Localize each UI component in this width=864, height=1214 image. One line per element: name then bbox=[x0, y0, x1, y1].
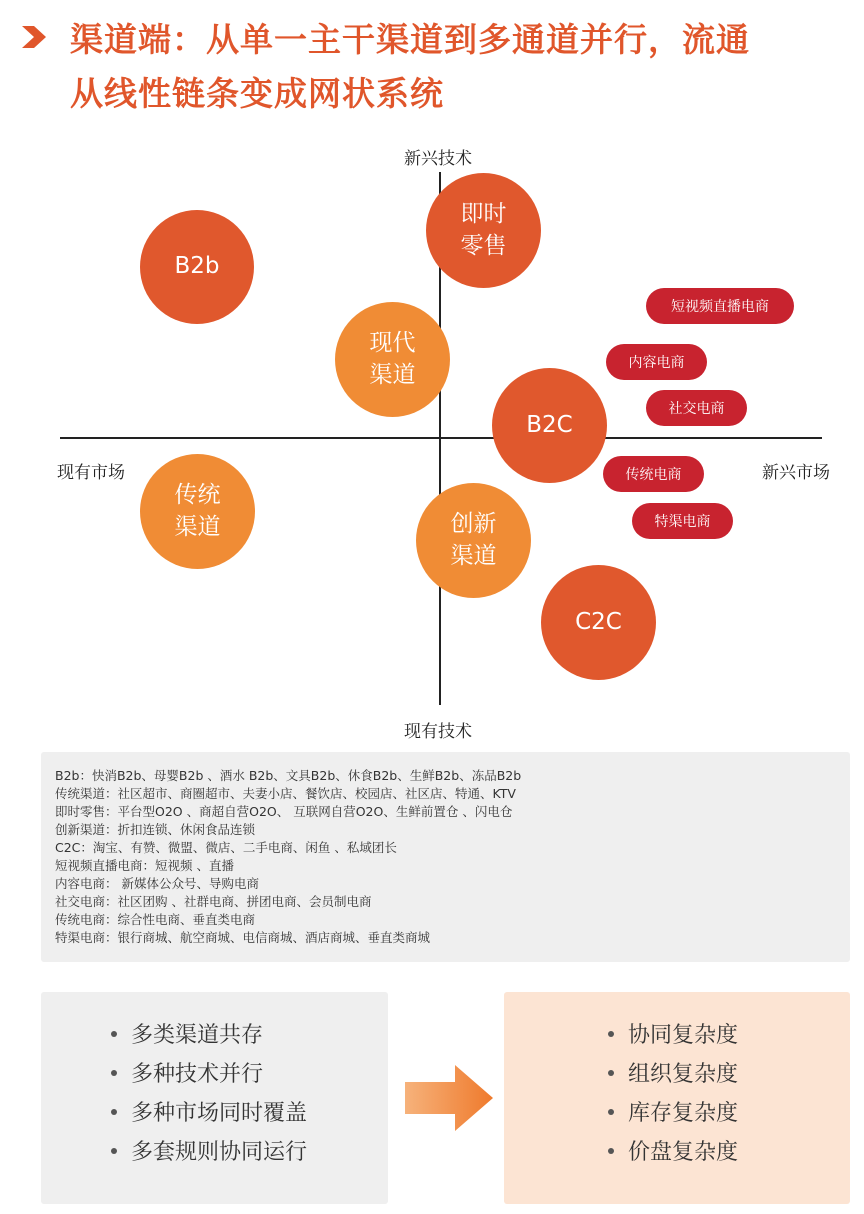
list-item-text: 组织复杂度 bbox=[628, 1062, 739, 1087]
circle-c2c-label: C2C bbox=[575, 608, 622, 635]
bullet-dot-icon bbox=[608, 1148, 614, 1154]
pill-traditional-ecommerce: 传统电商 bbox=[603, 456, 704, 492]
list-item-text: 库存复杂度 bbox=[628, 1101, 739, 1126]
list-item bbox=[608, 1096, 738, 1127]
coexistence-panel bbox=[41, 992, 388, 1204]
legend-line: 传统渠道：社区超市、商圈超市、夫妻小店、餐饮店、校园店、社区店、特通、KTV bbox=[55, 786, 516, 801]
circle-b2b bbox=[140, 210, 254, 324]
page-title-line-2: 从线性链条变成网状系统 bbox=[70, 74, 444, 113]
circle-instant-retail bbox=[426, 173, 541, 288]
circle-modern-channel-line2: 渠道 bbox=[369, 361, 416, 388]
circle-b2b-label: B2b bbox=[174, 253, 220, 280]
axis-label-right: 新兴市场 bbox=[762, 463, 830, 483]
legend-line: 即时零售：平台型O2O 、商超自营O2O、 互联网自营O2O、生鲜前置仓 、闪电仓 bbox=[55, 804, 513, 819]
chevron-right-icon bbox=[20, 24, 50, 50]
legend-line: 特渠电商：银行商城、航空商城、电信商城、酒店商城、垂直类商城 bbox=[55, 930, 431, 945]
list-item bbox=[111, 1135, 307, 1166]
page-title-line-1: 渠道端：从单一主干渠道到多通道并行，流通 bbox=[70, 20, 750, 59]
circle-traditional-channel-line2: 渠道 bbox=[174, 513, 221, 540]
list-item-text: 多套规则协同运行 bbox=[131, 1140, 308, 1165]
bullet-dot-icon bbox=[608, 1031, 614, 1037]
bullet-dot-icon bbox=[111, 1031, 117, 1037]
list-item bbox=[111, 1018, 263, 1049]
pill-content-ecommerce: 内容电商 bbox=[606, 344, 707, 380]
list-item bbox=[608, 1018, 738, 1049]
list-item bbox=[608, 1135, 738, 1166]
pill-short-video-ecommerce: 短视频直播电商 bbox=[646, 288, 794, 324]
list-item-text: 价盘复杂度 bbox=[628, 1140, 739, 1165]
axis-label-top: 新兴技术 bbox=[404, 149, 472, 169]
circle-instant-retail-line1: 即时 bbox=[460, 201, 507, 228]
circle-traditional-channel bbox=[140, 454, 255, 569]
legend-line: 内容电商： 新媒体公众号、导购电商 bbox=[55, 876, 259, 891]
axis-label-bottom: 现有技术 bbox=[404, 722, 472, 742]
legend-box bbox=[41, 752, 850, 962]
complexity-panel bbox=[504, 992, 850, 1204]
list-item bbox=[111, 1057, 263, 1088]
circle-modern-channel-line1: 现代 bbox=[369, 330, 416, 357]
legend-line: 传统电商：综合性电商、垂直类电商 bbox=[55, 912, 256, 927]
circle-instant-retail-line2: 零售 bbox=[460, 232, 507, 259]
circle-innovative-channel-line2: 渠道 bbox=[450, 542, 497, 569]
bullet-dot-icon bbox=[111, 1148, 117, 1154]
bullet-dot-icon bbox=[608, 1109, 614, 1115]
axis-label-left: 现有市场 bbox=[57, 463, 125, 483]
bullet-dot-icon bbox=[608, 1070, 614, 1076]
horizontal-axis bbox=[60, 437, 822, 439]
circle-b2c-label: B2C bbox=[526, 411, 573, 438]
legend-line: C2C：淘宝、有赞、微盟、微店、二手电商、闲鱼 、私域团长 bbox=[55, 840, 397, 855]
bullet-dot-icon bbox=[111, 1070, 117, 1076]
circle-c2c bbox=[541, 565, 656, 680]
circle-innovative-channel-line1: 创新 bbox=[450, 511, 497, 538]
circle-traditional-channel-line1: 传统 bbox=[174, 482, 221, 509]
list-item-text: 协同复杂度 bbox=[628, 1023, 739, 1048]
circle-modern-channel bbox=[335, 302, 450, 417]
legend-line: B2b：快消B2b、母婴B2b 、酒水 B2b、文具B2b、休食B2b、生鲜B2b、冻品B2b bbox=[55, 768, 522, 783]
list-item bbox=[111, 1096, 307, 1127]
list-item-text: 多种技术并行 bbox=[131, 1062, 264, 1087]
circle-b2c bbox=[492, 368, 607, 483]
bullet-dot-icon bbox=[111, 1109, 117, 1115]
list-item bbox=[608, 1057, 738, 1088]
circle-innovative-channel bbox=[416, 483, 531, 598]
legend-line: 短视频直播电商：短视频 、直播 bbox=[55, 858, 234, 873]
list-item-text: 多类渠道共存 bbox=[131, 1023, 264, 1048]
list-item-text: 多种市场同时覆盖 bbox=[131, 1101, 308, 1126]
legend-line: 创新渠道：折扣连锁、休闲食品连锁 bbox=[55, 822, 256, 837]
pill-special-channel-ecommerce: 特渠电商 bbox=[632, 503, 733, 539]
legend-line: 社交电商：社区团购 、社群电商、拼团电商、会员制电商 bbox=[55, 894, 372, 909]
pill-social-ecommerce: 社交电商 bbox=[646, 390, 747, 426]
arrow-right-icon bbox=[405, 1065, 493, 1131]
